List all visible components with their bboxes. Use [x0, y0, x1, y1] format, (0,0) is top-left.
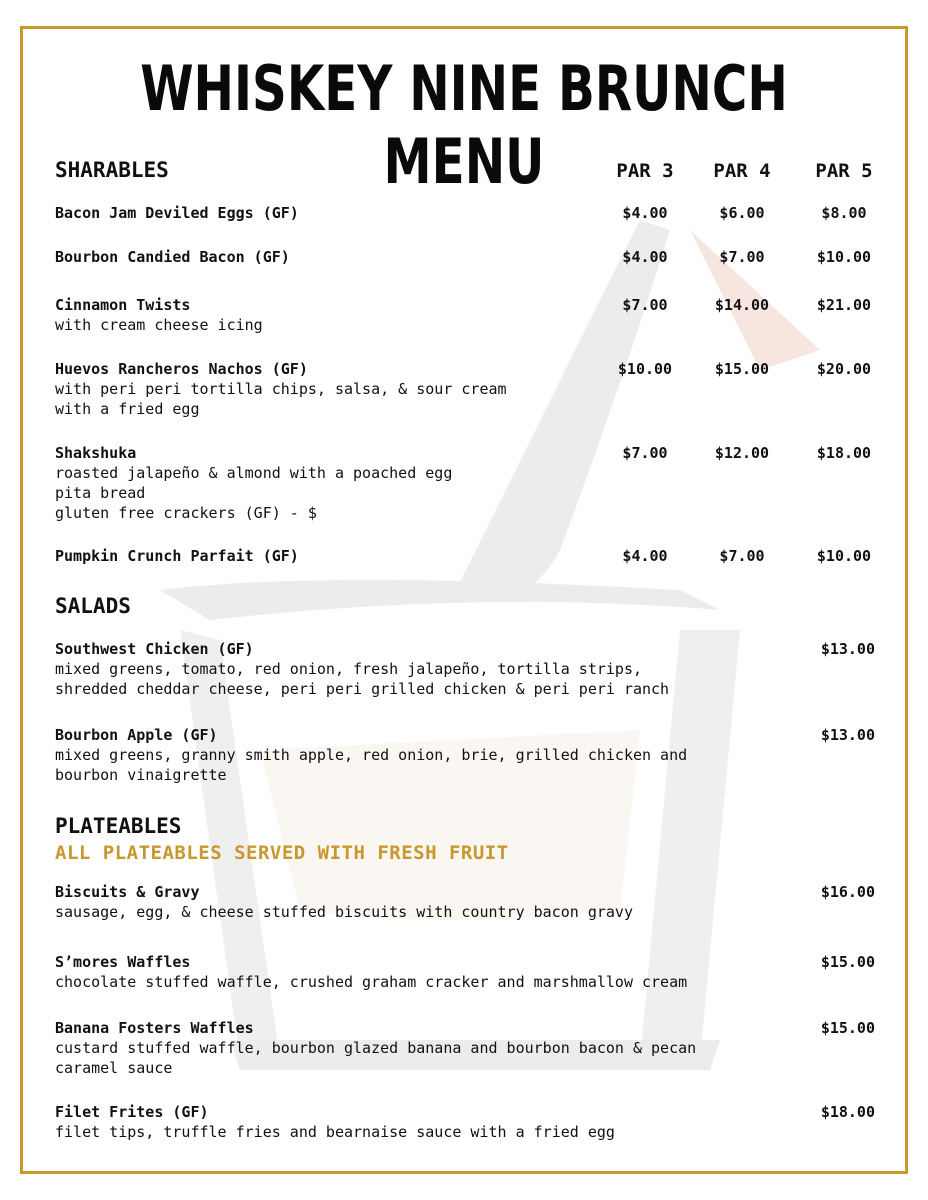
item-name: Banana Fosters Waffles — [55, 1019, 254, 1037]
item-price-par4: $14.00 — [714, 296, 770, 314]
item-name: Pumpkin Crunch Parfait (GF) — [55, 547, 299, 565]
item-price-par3: $4.00 — [622, 204, 668, 222]
menu-item — [55, 639, 875, 699]
item-price: $15.00 — [820, 1019, 875, 1037]
item-name: Huevos Rancheros Nachos (GF) — [55, 360, 308, 378]
item-name: Bacon Jam Deviled Eggs (GF) — [55, 204, 299, 222]
item-price: $15.00 — [820, 953, 875, 971]
item-price: $13.00 — [820, 726, 875, 744]
menu-item — [55, 1102, 875, 1142]
plateables-heading: PLATEABLES — [55, 814, 182, 838]
menu-item — [55, 882, 875, 922]
plateables-subheading: ALL PLATEABLES SERVED WITH FRESH FRUIT — [55, 842, 509, 864]
item-price-par5: $8.00 — [821, 204, 867, 222]
item-description: with peri peri tortilla chips, salsa, & sour cream with a fried egg — [55, 380, 507, 418]
col-par5: PAR 5 — [815, 160, 873, 182]
menu-item — [55, 952, 875, 992]
item-name: Cinnamon Twists — [55, 296, 191, 314]
col-par4: PAR 4 — [713, 160, 771, 182]
item-price-par4: $6.00 — [719, 204, 765, 222]
menu-title: WHISKEY NINE BRUNCH MENU — [140, 52, 788, 198]
salads-heading: SALADS — [55, 594, 131, 618]
item-price: $16.00 — [820, 883, 875, 901]
item-price-par5: $20.00 — [816, 360, 872, 378]
item-price-par5: $21.00 — [816, 296, 872, 314]
item-price: $18.00 — [820, 1103, 875, 1121]
item-description: mixed greens, tomato, red onion, fresh jalapeño, tortilla strips, shredded cheddar cheese, peri peri grilled chicken & peri peri ranch — [55, 660, 670, 698]
menu-item — [55, 725, 875, 785]
item-name: Filet Frites (GF) — [55, 1103, 209, 1121]
col-par3: PAR 3 — [616, 160, 674, 182]
item-price-par4: $15.00 — [714, 360, 770, 378]
item-description: roasted jalapeño & almond with a poached egg pita bread gluten free crackers (GF) - $ — [55, 464, 453, 522]
item-price-par5: $18.00 — [816, 444, 872, 462]
menu-item — [55, 1018, 875, 1078]
item-price-par5: $10.00 — [816, 248, 872, 266]
item-name: Southwest Chicken (GF) — [55, 640, 254, 658]
item-description: filet tips, truffle fries and bearnaise sauce with a fried egg — [55, 1123, 615, 1141]
item-description: sausage, egg, & cheese stuffed biscuits with country bacon gravy — [55, 903, 633, 921]
item-price-par3: $10.00 — [617, 360, 673, 378]
item-name: Bourbon Apple (GF) — [55, 726, 218, 744]
item-description: chocolate stuffed waffle, crushed graham cracker and marshmallow cream — [55, 973, 688, 991]
item-name: S’mores Waffles — [55, 953, 191, 971]
item-price-par5: $10.00 — [816, 547, 872, 565]
item-price-par4: $7.00 — [719, 547, 765, 565]
item-price: $13.00 — [820, 640, 875, 658]
item-description: custard stuffed waffle, bourbon glazed banana and bourbon bacon & pecan caramel sauce — [55, 1039, 697, 1077]
item-price-par3: $4.00 — [622, 547, 668, 565]
item-description: with cream cheese icing — [55, 316, 263, 334]
item-name: Biscuits & Gravy — [55, 883, 200, 901]
item-price-par4: $12.00 — [714, 444, 770, 462]
item-price-par3: $7.00 — [622, 296, 668, 314]
item-name: Bourbon Candied Bacon (GF) — [55, 248, 290, 266]
item-price-par4: $7.00 — [719, 248, 765, 266]
item-description: mixed greens, granny smith apple, red onion, brie, grilled chicken and bourbon vinaigrette — [55, 746, 688, 784]
sharables-heading: SHARABLES — [55, 158, 169, 182]
item-name: Shakshuka — [55, 444, 137, 462]
item-price-par3: $7.00 — [622, 444, 668, 462]
item-price-par3: $4.00 — [622, 248, 668, 266]
